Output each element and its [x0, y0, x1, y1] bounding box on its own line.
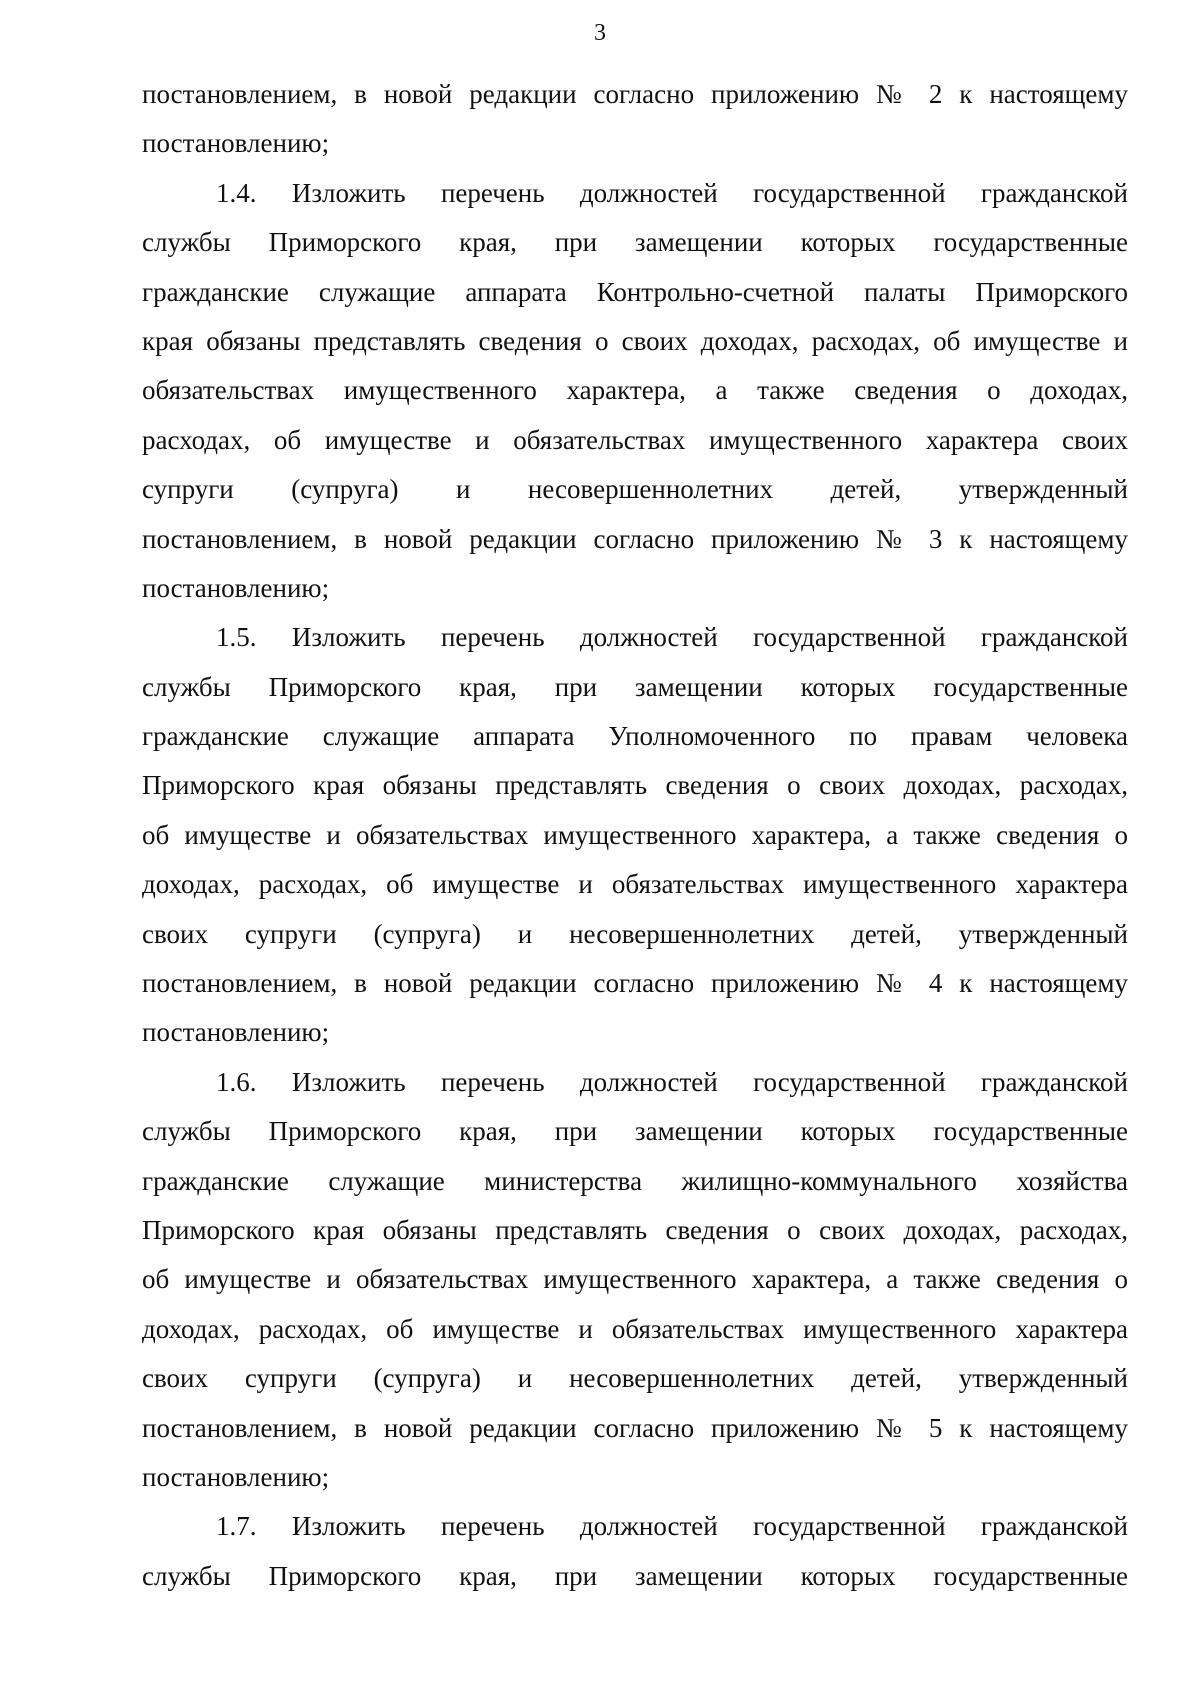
text-line: постановлению;	[142, 1461, 330, 1492]
text-line: об имуществе и обязательствах имущественного характера, а также сведения о	[142, 819, 1128, 850]
paragraph-item-1-5	[142, 613, 1128, 1058]
paragraph-item-1-4	[142, 169, 1128, 614]
text-line: службы Приморского края, при замещении которых государственные	[142, 1116, 1128, 1147]
text-line: 1.5. Изложить перечень должностей государственной гражданской	[216, 622, 1128, 653]
text-line: 1.6. Изложить перечень должностей государственной гражданской	[216, 1066, 1128, 1097]
document-body	[142, 70, 1128, 1601]
text-line: постановлению;	[142, 128, 330, 159]
paragraph-continuation	[142, 70, 1128, 169]
paragraph-item-1-6	[142, 1058, 1128, 1503]
text-line: обязательствах имущественного характера, а также сведения о доходах,	[142, 375, 1128, 406]
text-line: своих супруги (супруга) и несовершеннолетних детей, утвержденный	[142, 918, 1128, 949]
text-line: Приморского края обязаны представлять сведения о своих доходах, расходах,	[142, 770, 1128, 801]
paragraph-item-1-7	[142, 1502, 1128, 1601]
text-line: гражданские служащие министерства жилищно-коммунального хозяйства	[142, 1165, 1128, 1196]
text-line: 1.4. Изложить перечень должностей государственной гражданской	[216, 177, 1128, 208]
text-line: постановлению;	[142, 572, 330, 603]
text-line: края обязаны представлять сведения о своих доходах, расходах, об имуществе и	[142, 325, 1128, 356]
text-line: доходах, расходах, об имуществе и обязательствах имущественного характера	[142, 1313, 1128, 1344]
text-line: Приморского края обязаны представлять сведения о своих доходах, расходах,	[142, 1214, 1128, 1245]
text-line: расходах, об имуществе и обязательствах имущественного характера своих	[142, 424, 1128, 455]
text-line: службы Приморского края, при замещении которых государственные	[142, 227, 1128, 258]
text-line: гражданские служащие аппарата Уполномоченного по правам человека	[142, 721, 1128, 752]
text-line: постановлением, в новой редакции согласно приложению № 5 к настоящему	[142, 1412, 1128, 1443]
text-line: постановлением, в новой редакции согласно приложению № 2 к настоящему	[142, 79, 1128, 109]
text-line: службы Приморского края, при замещении которых государственные	[142, 671, 1128, 702]
text-line: 1.7. Изложить перечень должностей государственной гражданской	[216, 1511, 1128, 1542]
text-line: постановлением, в новой редакции согласно приложению № 3 к настоящему	[142, 523, 1128, 554]
text-line: супруги (супруга) и несовершеннолетних детей, утвержденный	[142, 474, 1128, 505]
text-line: постановлением, в новой редакции согласно приложению № 4 к настоящему	[142, 968, 1128, 999]
text-line: гражданские служащие аппарата Контрольно-счетной палаты Приморского	[142, 276, 1128, 307]
text-line: доходах, расходах, об имуществе и обязательствах имущественного характера	[142, 869, 1128, 900]
text-line: об имуществе и обязательствах имущественного характера, а также сведения о	[142, 1264, 1128, 1295]
page-number: 3	[594, 20, 606, 46]
text-line: постановлению;	[142, 1017, 330, 1048]
text-line: своих супруги (супруга) и несовершеннолетних детей, утвержденный	[142, 1363, 1128, 1394]
text-line: службы Приморского края, при замещении которых государственные	[142, 1560, 1128, 1591]
